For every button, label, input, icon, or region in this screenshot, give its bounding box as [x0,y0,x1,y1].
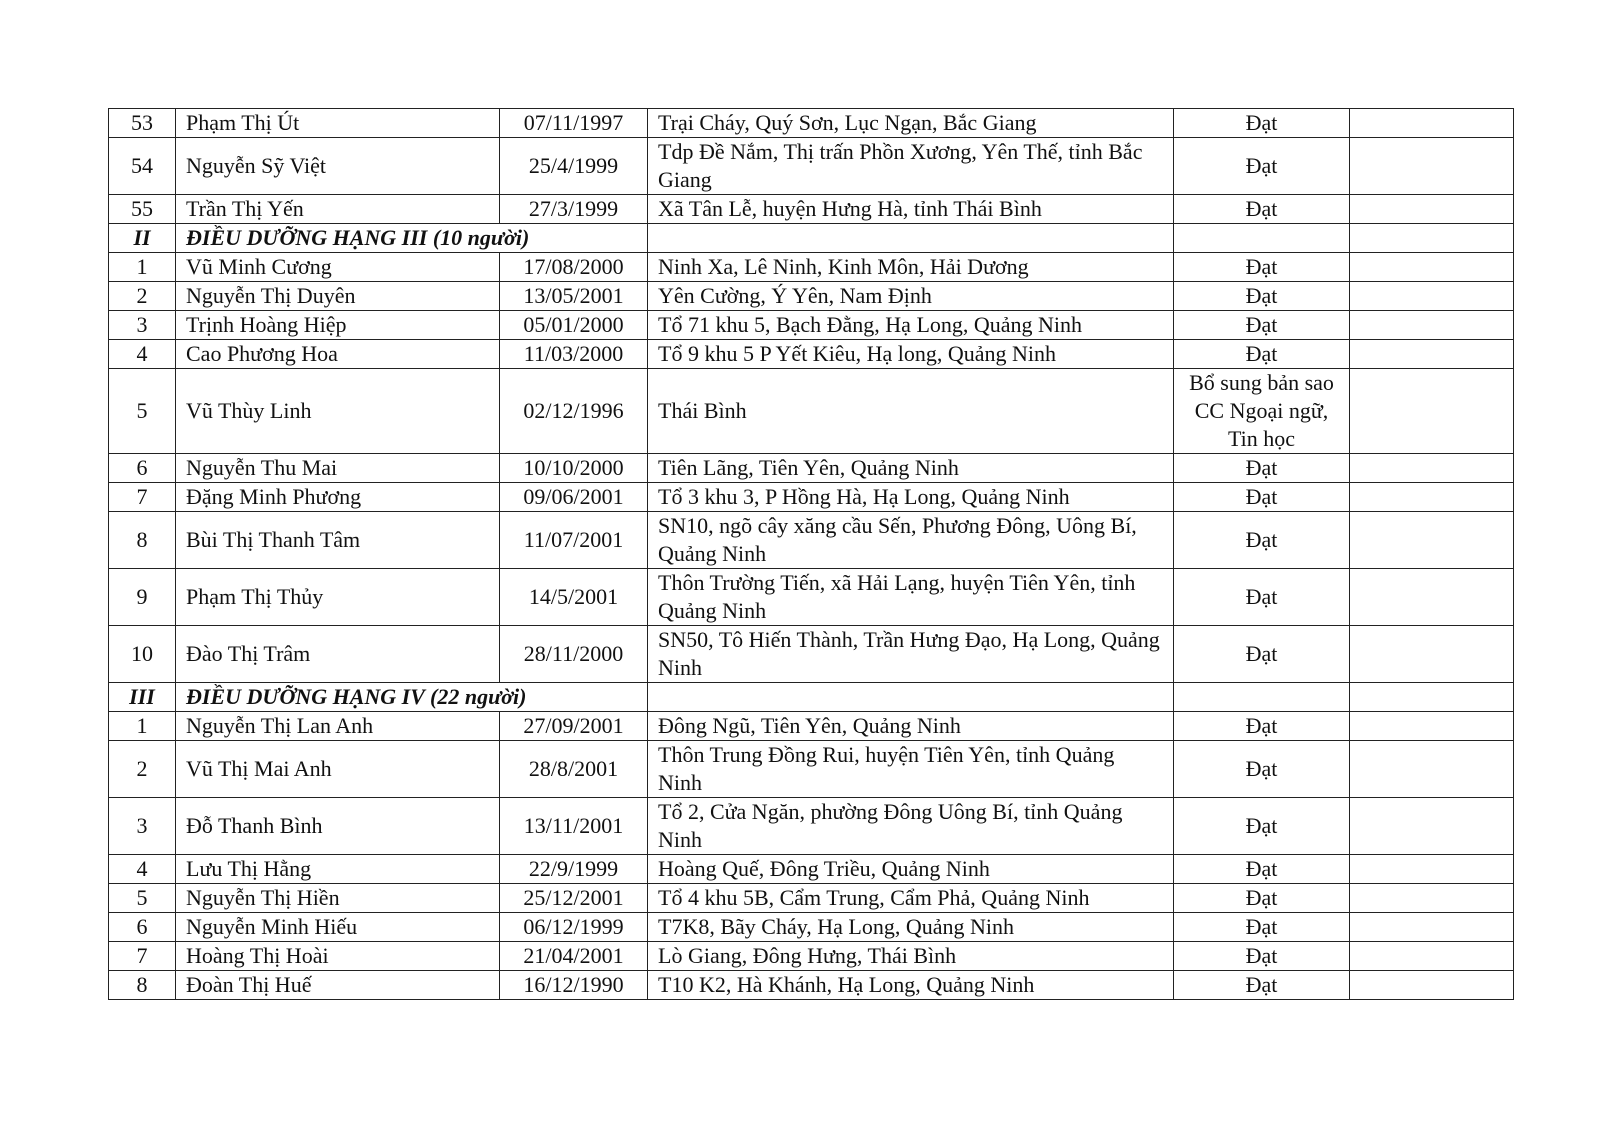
table-row [109,253,1514,282]
result: Đạt [1174,798,1350,855]
note [1350,369,1514,454]
table-row [109,569,1514,626]
section-empty-cell [1350,224,1514,253]
address: Yên Cường, Ý Yên, Nam Định [648,282,1174,311]
row-number: 7 [109,942,176,971]
candidate-name: Bùi Thị Thanh Tâm [176,512,500,569]
candidate-name: Nguyễn Thu Mai [176,454,500,483]
candidate-name: Vũ Thị Mai Anh [176,741,500,798]
address: Thái Bình [648,369,1174,454]
candidate-name: Hoàng Thị Hoài [176,942,500,971]
candidate-name: Vũ Thùy Linh [176,369,500,454]
result: Đạt [1174,282,1350,311]
note [1350,340,1514,369]
table-row [109,195,1514,224]
address: SN50, Tô Hiến Thành, Trần Hưng Đạo, Hạ Long, Quảng Ninh [648,626,1174,683]
candidate-name: Trần Thị Yến [176,195,500,224]
note [1350,942,1514,971]
result: Đạt [1174,253,1350,282]
candidate-name: Lưu Thị Hằng [176,855,500,884]
note [1350,483,1514,512]
address: T10 K2, Hà Khánh, Hạ Long, Quảng Ninh [648,971,1174,1000]
table-row [109,454,1514,483]
candidate-name: Nguyễn Thị Duyên [176,282,500,311]
address: Ninh Xa, Lê Ninh, Kinh Môn, Hải Dương [648,253,1174,282]
note [1350,512,1514,569]
address: T7K8, Bãy Cháy, Hạ Long, Quảng Ninh [648,913,1174,942]
result: Đạt [1174,569,1350,626]
address: Thôn Trường Tiến, xã Hải Lạng, huyện Tiên Yên, tỉnh Quảng Ninh [648,569,1174,626]
note [1350,884,1514,913]
candidate-name: Đào Thị Trâm [176,626,500,683]
table-row [109,282,1514,311]
table-row [109,741,1514,798]
row-number: 1 [109,712,176,741]
result: Đạt [1174,483,1350,512]
row-number: 10 [109,626,176,683]
row-number: 3 [109,311,176,340]
candidate-name: Trịnh Hoàng Hiệp [176,311,500,340]
date-of-birth: 13/11/2001 [500,798,648,855]
candidate-name: Vũ Minh Cương [176,253,500,282]
row-number: 4 [109,340,176,369]
date-of-birth: 27/09/2001 [500,712,648,741]
table-row [109,971,1514,1000]
note [1350,626,1514,683]
row-number: 5 [109,884,176,913]
section-title: ĐIỀU DƯỠNG HẠNG III (10 người) [176,224,648,253]
result: Đạt [1174,942,1350,971]
result: Đạt [1174,454,1350,483]
table-row [109,798,1514,855]
table-row [109,942,1514,971]
note [1350,712,1514,741]
section-header-row [109,224,1514,253]
date-of-birth: 17/08/2000 [500,253,648,282]
date-of-birth: 27/3/1999 [500,195,648,224]
result: Đạt [1174,971,1350,1000]
table-row [109,109,1514,138]
section-empty-cell [648,224,1174,253]
result: Đạt [1174,340,1350,369]
candidate-name: Nguyễn Sỹ Việt [176,138,500,195]
result: Đạt [1174,512,1350,569]
section-empty-cell [1174,683,1350,712]
date-of-birth: 02/12/1996 [500,369,648,454]
row-number: 5 [109,369,176,454]
row-number: 6 [109,454,176,483]
table-row [109,884,1514,913]
section-number: II [109,224,176,253]
table-row [109,855,1514,884]
date-of-birth: 07/11/1997 [500,109,648,138]
table-row [109,340,1514,369]
note [1350,282,1514,311]
section-empty-cell [1350,683,1514,712]
result: Đạt [1174,712,1350,741]
candidate-name: Phạm Thị Thủy [176,569,500,626]
address: Tổ 3 khu 3, P Hồng Hà, Hạ Long, Quảng Ninh [648,483,1174,512]
row-number: 2 [109,741,176,798]
date-of-birth: 28/11/2000 [500,626,648,683]
address: Tiên Lãng, Tiên Yên, Quảng Ninh [648,454,1174,483]
section-number: III [109,683,176,712]
result: Đạt [1174,195,1350,224]
row-number: 9 [109,569,176,626]
note [1350,855,1514,884]
note [1350,971,1514,1000]
date-of-birth: 14/5/2001 [500,569,648,626]
note [1350,253,1514,282]
result: Đạt [1174,855,1350,884]
table-row [109,483,1514,512]
date-of-birth: 21/04/2001 [500,942,648,971]
table-row [109,512,1514,569]
date-of-birth: 25/12/2001 [500,884,648,913]
result: Đạt [1174,626,1350,683]
date-of-birth: 28/8/2001 [500,741,648,798]
result: Đạt [1174,884,1350,913]
row-number: 54 [109,138,176,195]
table-row [109,369,1514,454]
row-number: 2 [109,282,176,311]
note [1350,569,1514,626]
table-row [109,138,1514,195]
result: Đạt [1174,311,1350,340]
result: Đạt [1174,913,1350,942]
address: Đông Ngũ, Tiên Yên, Quảng Ninh [648,712,1174,741]
candidate-name: Phạm Thị Út [176,109,500,138]
candidate-table [108,108,1514,1000]
address: Hoàng Quế, Đông Triều, Quảng Ninh [648,855,1174,884]
result: Bổ sung bản sao CC Ngoại ngữ, Tin học [1174,369,1350,454]
row-number: 7 [109,483,176,512]
date-of-birth: 16/12/1990 [500,971,648,1000]
row-number: 1 [109,253,176,282]
candidate-name: Đỗ Thanh Bình [176,798,500,855]
table-row [109,712,1514,741]
candidate-name: Nguyễn Minh Hiếu [176,913,500,942]
table-row [109,626,1514,683]
result: Đạt [1174,109,1350,138]
table-row [109,913,1514,942]
address: Tổ 2, Cửa Ngăn, phường Đông Uông Bí, tỉnh Quảng Ninh [648,798,1174,855]
note [1350,109,1514,138]
row-number: 8 [109,971,176,1000]
date-of-birth: 09/06/2001 [500,483,648,512]
address: Thôn Trung Đồng Rui, huyện Tiên Yên, tỉnh Quảng Ninh [648,741,1174,798]
date-of-birth: 11/07/2001 [500,512,648,569]
row-number: 8 [109,512,176,569]
date-of-birth: 25/4/1999 [500,138,648,195]
date-of-birth: 22/9/1999 [500,855,648,884]
address: SN10, ngõ cây xăng cầu Sến, Phương Đông, Uông Bí, Quảng Ninh [648,512,1174,569]
section-header-row [109,683,1514,712]
section-title: ĐIỀU DƯỠNG HẠNG IV (22 người) [176,683,648,712]
table-row [109,311,1514,340]
date-of-birth: 05/01/2000 [500,311,648,340]
address: Trại Cháy, Quý Sơn, Lục Ngạn, Bắc Giang [648,109,1174,138]
row-number: 3 [109,798,176,855]
address: Xã Tân Lễ, huyện Hưng Hà, tỉnh Thái Bình [648,195,1174,224]
candidate-name: Nguyễn Thị Lan Anh [176,712,500,741]
date-of-birth: 10/10/2000 [500,454,648,483]
address: Tổ 4 khu 5B, Cẩm Trung, Cẩm Phả, Quảng Ninh [648,884,1174,913]
candidate-name: Nguyễn Thị Hiền [176,884,500,913]
note [1350,195,1514,224]
note [1350,138,1514,195]
section-empty-cell [648,683,1174,712]
note [1350,454,1514,483]
note [1350,913,1514,942]
date-of-birth: 11/03/2000 [500,340,648,369]
note [1350,741,1514,798]
row-number: 6 [109,913,176,942]
address: Tdp Đề Nắm, Thị trấn Phồn Xương, Yên Thế, tỉnh Bắc Giang [648,138,1174,195]
note [1350,798,1514,855]
candidate-name: Đặng Minh Phương [176,483,500,512]
note [1350,311,1514,340]
date-of-birth: 13/05/2001 [500,282,648,311]
result: Đạt [1174,741,1350,798]
candidate-name: Đoàn Thị Huế [176,971,500,1000]
row-number: 55 [109,195,176,224]
row-number: 53 [109,109,176,138]
table-body [109,109,1514,1000]
row-number: 4 [109,855,176,884]
address: Lò Giang, Đông Hưng, Thái Bình [648,942,1174,971]
result: Đạt [1174,138,1350,195]
address: Tổ 71 khu 5, Bạch Đằng, Hạ Long, Quảng Ninh [648,311,1174,340]
date-of-birth: 06/12/1999 [500,913,648,942]
candidate-name: Cao Phương Hoa [176,340,500,369]
address: Tổ 9 khu 5 P Yết Kiêu, Hạ long, Quảng Ninh [648,340,1174,369]
section-empty-cell [1174,224,1350,253]
